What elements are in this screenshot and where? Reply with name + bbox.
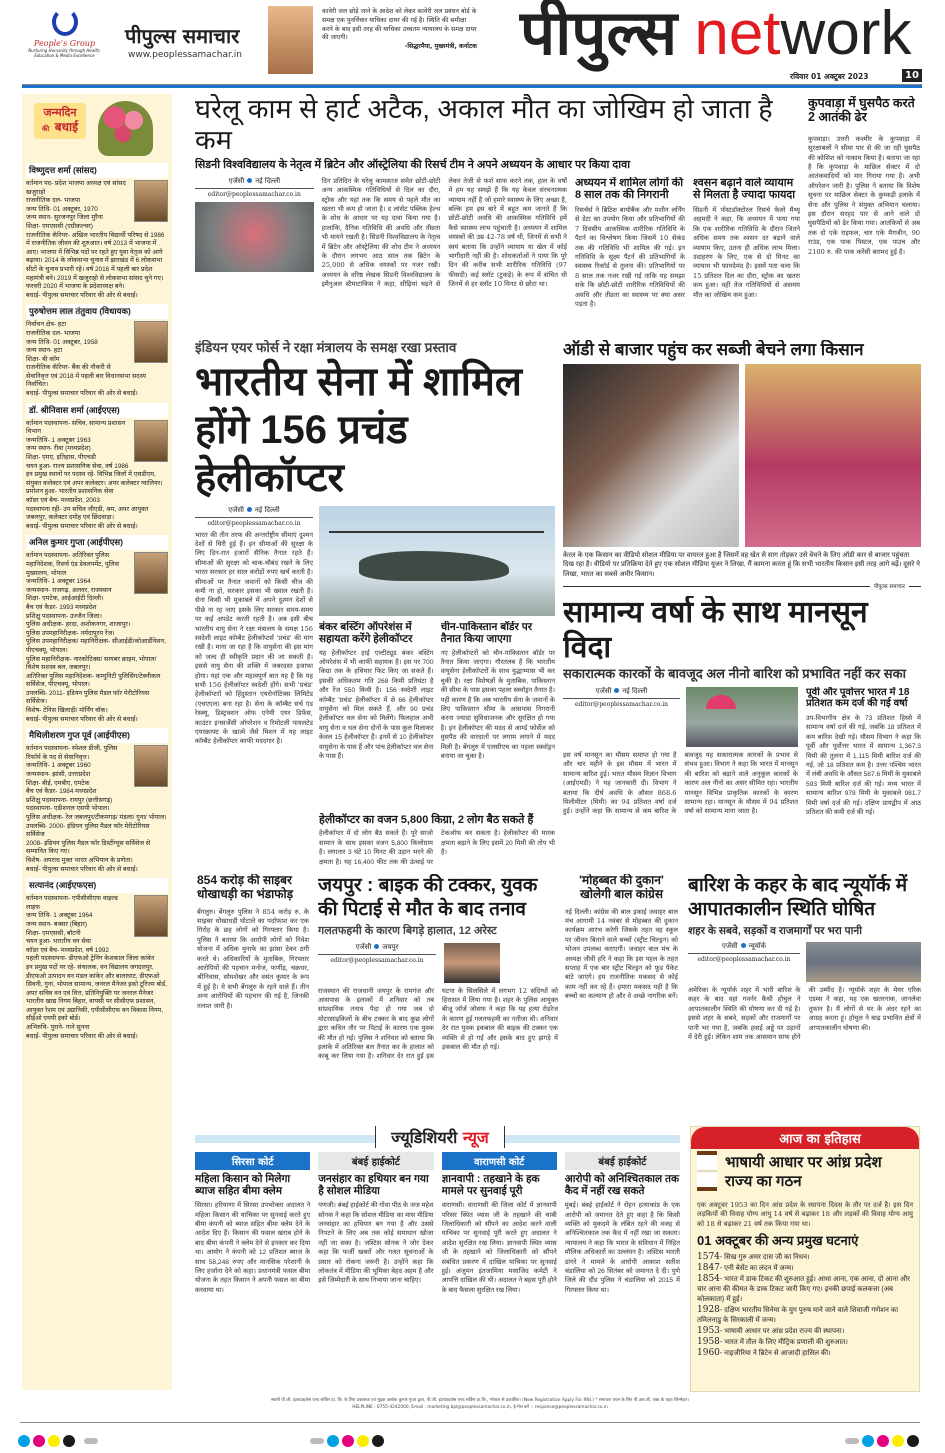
monsoon-story (563, 596, 921, 866)
court-label: सिरसा कोर्ट (195, 1152, 310, 1170)
person-detail-line: जन्मतिथि- 1 अक्टूबर 1964 (26, 578, 91, 586)
heart-main (195, 177, 567, 334)
birthday-banner (26, 97, 168, 159)
person-detail-line: पुलिस अधीक्षक- हरदा, अशोकनगर, शाजापुर। (26, 621, 131, 629)
birthday-person (26, 163, 168, 300)
person-detail-line: जन्म तिथि- 01 अक्टूबर, 1970 (26, 205, 98, 213)
helicopter-sidebar-2: चीन-पाकिस्तान बॉर्डर पर तैनात किया जाएगा नए हेलीकॉप्टरों को चीन-पाकिस्तान बॉर्डर पर तैनात किया जाएगा। गौरतलब है कि भारतीय वायुसेना हेलीकॉप्टरों के साथ युद्धाभ्यास भी कर चुकी है। रक्षा विशेषज्ञों के मुताबिक, पाकिस्तान की सीमा के पास इसका पहला स्क्वॉड्रन तैनात है। यही कारण है कि अब भारतीय सेना के जवानों के लिए पाकिस्तान सीमा के आसपास निगरानी करना ज्यादा सुविधाजनक और सुरक्षित हो गया है। इन हेलीकॉप्टर की मदद से आर्म्ड फोर्सेज को घुसपैठ की वारदातों पर लगाम लगाने में मदद मिली है। बेंगलुरु में एलसीएच का पहला स्क्वॉड्रन बनाया जा चुका है। (440, 620, 555, 761)
rotor-blade-icon (329, 531, 544, 533)
person-detail-line: प्रशिक्षु पदस्थापना- रायपुर (छत्तीसगढ़) (26, 796, 113, 804)
monsoon-byline: एजेंसी नई दिल्ली editor@peoplessamachar.co.in (563, 687, 680, 747)
person-detail-line: पुलिस अधीक्षक- रेल जबलपुर/टीकमगढ़/ मंडला/ गुना/ भोपाल। (26, 814, 167, 821)
judiciary-headline: ज्ञानवापी : तहखाने के हक मामले पर सुनवाई पूरी (441, 1173, 540, 1198)
person-name: विष्णुदत्त शर्मा (सांसद) (26, 163, 168, 178)
history-event (697, 1263, 913, 1274)
audi-photo-1 (563, 364, 739, 547)
history-box: आज का इतिहास भाषायी आधार पर आंध्र प्रदेश राज्य का गठन एक अक्टूबर 1953 का दिन आंध्र प्रदेश के स्थापना दिवस के तौर पर दर्ज है। इस दिन लड़कियों की विवाह योग्य आयु 14 वर्ष से बढ़ाकर 18 और लड़कों की विवाह योग्य आयु को 18 से बढ़ाकर 21 वर्ष तक किया गया था। 01 अक्टूबर की अन्य प्रमुख घटनाएं 1574- सिख गुरु अमर दास जी का निधन। 1847- एनी बेसेंट का लंदन में जन्म। 1854- भारत में डाक टिकट की शुरुआत हुई। आधा आना, एक आना, दो आना और चार आना की कीमत के डाक टिकट जारी किए गए। इनकी छपाई कलकत्ता (अब कोलकाता) में हुई। 1928- दक्षिण भारतीय सिनेमा के युग पुरुष माने जाने वाले शिवाजी गणेशन का तमिलनाडु के सिरकाली में जन्म। 1953- भाषायी आधार पर आंध्र प्रदेश राज्य की स्थापना। 1958- भारत में तौल के लिए मीट्रिक प्रणाली की शुरुआत। 1960- नाइजीरिया ने ब्रिटेन से आजादी हासिल की। (690, 1126, 920, 1392)
judiciary-headline: आरोपी को अनिश्चितकाल तक कैद में नहीं रख सकते (564, 1173, 680, 1198)
person-photo (134, 321, 168, 363)
history-event (697, 1326, 913, 1337)
header-rule (22, 84, 922, 88)
judiciary-body: सिरसा। हरियाणा में सिरसा उपभोक्ता अदालत ने महिला किसान की याचिका पर सुनवाई करते हुए बीमा कंपनी को ब्याज सहित बीमा क्लेम देने के आदेश दिए हैं। किसान की फसल खराब होने के बाद बीमा कंपनी ने क्लेम देने से इनकार कर दिया था। आयोग ने कंपनी को 12 प्रतिशत ब्याज के साथ 58,248 रुपए और मानसिक परेशानी के लिए हर्जाना देने को कहा। प्रधानमंत्री फसल बीमा योजना के तहत किसान ने अपनी फसल का बीमा करवाया था। (195, 1202, 311, 1294)
birthday-person (26, 403, 168, 532)
helicopter-sidebar-3: हेलीकॉप्टर का वजन 5,800 किग्रा, 2 लोग बैठ सकते हैं हेलीकॉप्टर में दो लोग बैठ सकते हैं। पूरे साजो सामान के साथ इसका वजन 5,800 किलोग्राम है। लगातार 3 घंटे 10 मिनट की उड़ान भरने की क्षमता है। यह 16,400 फीट तक की ऊंचाई पर टेकऑफ कर सकता है। हेलीकॉप्टर की मारक क्षमता बढ़ाने के लिए इसमें 20 मिमी की तोप भी है। (319, 813, 555, 866)
quote-author-photo (268, 6, 313, 74)
judiciary-body: पणजी। बंबई हाईकोर्ट की गोवा पीठ के जज महेश सोनक ने कहा कि सोशल मीडिया का मास मीडिया जनसंहार का हथियार बन गया है और उससे निपटने के लिए अब तक कोई समाधान खोजा नहीं जा सका है। जस्टिस सोनक ने जोर देकर कहा कि फर्जी खबरों और गलत सूचनाओं के प्रसार को रोकना जरूरी है। उन्होंने कहा कि लोकतंत्र में मीडिया की भूमिका बेहद अहम है और इसे जिम्मेदारी के साथ निभाया जाना चाहिए। (318, 1202, 434, 1285)
person-detail-line: चयन हुआ- भारतीय वन सेवा (26, 938, 91, 946)
paper-logo: पीपुल्स समाचार (125, 24, 240, 48)
judiciary-headline: जनसंहार का हथियार बन गया है सोशल मीडिया (318, 1173, 429, 1198)
event-year: 1953 (697, 1326, 720, 1337)
history-event (697, 1305, 913, 1326)
person-detail-line: राजनीतिक दल- भाजपा (26, 197, 80, 205)
event-text: - भारत में तौल के लिए मीट्रिक प्रणाली की शुरुआत। (719, 1339, 848, 1347)
helicopter-photo (319, 506, 555, 616)
audi-credit-row (563, 582, 921, 590)
helicopter-byline: एजेंसी नई दिल्ली editor@peoplessamachar.co.in (195, 506, 313, 527)
person-detail-line: जन्म स्थान- सुरजनपुर जिला मुरैना (26, 214, 103, 222)
kupwara-story: कुपवाड़ा में घुसपैठ करते 2 आतंकी ढेर कुपवाड़ा। उत्तरी कश्मीर के कुपवाड़ा में सुरक्षाबलों ने सीमा पार से की जा रही घुसपैठ की कोशिश को नाकाम किया है। बताया जा रहा है कि कुपवाड़ा के माछिल सेक्टर में दो आतंकवादियों को मार गिराया गया है। अभी ऑपरेशन जारी है। पुलिस ने बताया कि विशेष सूचना पर माछिल सेक्टर के कुम्कड़ी इलाके में सेना और पुलिस ने संयुक्त अभियान चलाया। इस दौरान सरहद पार से आने वाले दो घुसपैठियों को ढेर किया गया। आतंकियों से अब तक दो एके राइफल, चार एके मैगजीन, 90 राउंड, एक पाक पिस्टल, एक पाउच और 2100 रु. की पाक करेंसी बरामद हुई है। (808, 96, 920, 256)
event-text: - भारत में डाक टिकट की शुरुआत हुई। आधा आना, एक आना, दो आना और चार आना की कीमत के डाक टिकट जारी किए गए। इनकी छपाई कलकत्ता (अब कोलकाता) में हुई। (697, 1276, 911, 1304)
heart-subhead: सिडनी विश्वविद्यालय के नेतृत्व में ब्रिटेन और ऑस्ट्रेलिया की रिसर्च टीम ने अपने अध्ययन के आधार पर किया दावा (195, 159, 631, 172)
newyork-email[interactable]: editor@peoplessamachar.co.in (697, 956, 791, 964)
helicopter-body: भारत की तीन तरफ की अन्तर्राष्ट्रीय सीमाएं दुश्मन देशों से घिरी हुई हैं। इन सीमाओं की सुरक्षा के लिए दिन-रात हजारों सैनिक तैनात रहते हैं। सीमाओं की सुरक्षा को चाक-चौबंद रखने के लिए भारत सरकार हर साल करोड़ों रुपए खर्च करती है। सीमाओं पर तैनात जवानों को किसी चीज की कमी ना हो, सरकार इसका भी ख्याल रखती है। सेना किसी भी मुकाबले में अपने दुश्मन देशों से पीछे ना रह जाए इसके लिए सरकार समय-समय पर कई अपडेट करती रहती है। अब इसी बीच भारतीय वायु सेना ने रक्षा मंत्रालय के समक्ष 156 स्वदेशी लाइट कॉम्बैट हेलीकॉप्टर्स 'प्रचंड' की मांग रखी है। माना जा रहा है कि वायुसेना की इस मांग को जल्द ही स्वीकृति प्रदान की जा सकती है। इससे वायु सेना की शक्ति में जबरदस्त इजाफा होगा। यहां एक और महत्वपूर्ण बात यह है कि यह सभी 156 हेलीकॉप्टर स्वदेशी होंगे। सभी 'प्रचंड' हेलीकॉप्टरों को हिंदुस्तान एयरोनॉटिक्स लिमिटेड (एचएएल) बना रहा है। सेना के कॉम्बैट सर्च एंड रेस्क्यू, डिस्ट्रक्शन ऑफ एनेमी एयर डिफेंस, काउंटर इनसर्जेंसी ऑपरेशन व रिमोटली पायलटेड एयरक्राफ्ट के खात्मे जैसे मिशन में यह लाइट कॉम्बैट हेलीकॉप्टर काफी मददगार है। (195, 530, 313, 746)
birthday-person (26, 304, 168, 398)
person-detail-line: जन्म स्थान- रीवा (मध्यप्रदेश) (26, 445, 91, 453)
event-year: 1847 (697, 1263, 720, 1274)
event-text: - एनी बेसेंट का लंदन में जन्म। (719, 1265, 794, 1273)
judiciary-item (318, 1152, 433, 1390)
person-detail-line: राजनीतिक कॅरियर- अखिल भारतीय विद्यार्थी परिषद से 1986 में राजनीतिक जीवन की शुरुआत। वर्ष 2013 में भाजपा में आए। भाजपा में विभिन्न पदों पर रहते हुए युवा नेतृत्व को आगे बढ़ाया। 2014 के लोकसभा चुनाव में झारखंड में 6 लोकसभा सीटों के चुनाव प्रभारी रहे। वर्ष 2016 में पहली बार प्रदेश महामंत्री बने। 2019 में खजुराहो से लोकसभा सांसद चुने गए। फरवरी 2020 में भाजपा के प्रदेशाध्यक्ष बने। (26, 231, 165, 291)
newyork-flood-photo (806, 942, 921, 982)
birthday-people-list (26, 163, 168, 1041)
person-detail-line: पुलिस उपमहानिरीक्षक- नर्मदापुरम रेंज। (26, 629, 115, 637)
person-detail-line: बधाई- पीपुल्स समाचार परिवार की ओर से बधाई। (26, 291, 138, 299)
audi-credit: पीपुल्स समाचार (873, 584, 905, 590)
person-detail-line: चयन हुआ- राज्य प्रशासनिक सेवा, वर्ष 1986 (26, 462, 129, 470)
jaipur-email[interactable]: editor@peoplessamachar.co.in (330, 956, 424, 964)
person-detail-line: पहली पदस्थापना- डीएफओ ट्रेनिंग केशकाल जिला कांकेर (26, 955, 155, 963)
event-year: 1960 (697, 1348, 720, 1359)
person-detail-line: वर्तमान पदस्थापना- अतिरिक्त पुलिस महानिदेशक, रिसर्च एंड डेवलपमेंट, पुलिस मुख्यालय, भोपाल (26, 552, 119, 577)
judiciary-section (195, 1126, 680, 1391)
audi-story (563, 340, 921, 590)
person-detail-line: जन्म स्थान- हटा (26, 347, 63, 355)
history-event (697, 1274, 913, 1305)
logo-ring-icon (52, 8, 78, 36)
monsoon-sidebar: पूर्वी और पूर्वोत्तर भारत में 18 प्रतिशत कम दर्ज की गई वर्षा उप-विभागीय क्षेत्र के 73 प्रतिशत हिस्से में सामान्य वर्षा दर्ज की गई, जबकि 18 प्रतिशत में कम बारिश देखी गई। मौसम विभाग ने कहा कि पूर्वी और पूर्वोत्तर भारत में सामान्य 1,367.3 मिमी की तुलना में 1,115 मिमी बारिश दर्ज की गई, जो 18 प्रतिशत कम है। उत्तर पश्चिम भारत में लंबी अवधि के औसत 587.6 मिमी के मुकाबले 593 मिमी बारिश दर्ज की गई। मध्य भारत में सामान्य बारिश 978 मिमी के मुकाबले 981.7 मिमी वर्षा दर्ज की गई। दक्षिण प्रायद्वीप में आठ प्रतिशत की कमी दर्ज की गई। (806, 686, 921, 816)
monsoon-subhead: सकारात्मक कारकों के बावजूद अल नीनो बारिश को प्रभावित नहीं कर सका (563, 666, 906, 681)
peoples-group-logo: People's Group Nurturing Humanity through Health, Education & Media Excellence (22, 8, 107, 58)
event-text: - दक्षिण भारतीय सिनेमा के युग पुरुष माने जाने वाले शिवाजी गणेशन का तमिलनाडु के सिरकाली में जन्म। (697, 1307, 899, 1325)
person-detail-line: राजनीतिक कॅरियर- बैंक की नौकरी से सेवानिवृत्त एवं 2018 में पहली बार विधानसभा सदस्य निर्वाचित। (26, 364, 146, 389)
court-label: बंबई हाईकोर्ट (318, 1152, 433, 1170)
footer-rule (20, 1422, 920, 1423)
history-events (697, 1252, 913, 1359)
person-photo (134, 180, 168, 222)
judiciary-item (195, 1152, 310, 1390)
person-detail-line: जन्मतिथि- 1 अक्टूबर 1963 (26, 436, 91, 444)
court-label: वाराणसी कोर्ट (442, 1152, 557, 1170)
history-event (697, 1337, 913, 1348)
monsoon-body: इस वर्ष मानसून का मौसम समाप्त हो गया है और चार महीने के इस मौसम में भारत में सामान्य बारिश हुई। भारत मौसम विज्ञान विभाग (आईएमडी) ने यह जानकारी दी। विभाग ने बताया कि दीर्घ अवधि के औसत 868.6 मिलीमीटर (मिमी) का 94 प्रतिशत वर्षा दर्ज हुई। उन्होंने कहा कि सामान्य से कम बारिश के बावजूद यह सकारात्मक कारकों के प्रभाव से संभव हुआ। विभाग ने कहा कि भारत में मानसून की बारिश को बढ़ाने वाले अनुकूल कारकों के कारण अल नीनो का असर सीमित रहा। भारतीय मानसून विभिन्न प्राकृतिक कारकों के कारण सामान्य रहा। मानसून के मौसम में 94 प्रतिशत वर्षा को सामान्य माना जाता है। (563, 750, 798, 816)
person-detail-line: बधाई- पीपुल्स समाचार परिवार की ओर से बधाई। (26, 715, 138, 723)
judiciary-body: वाराणसी। वाराणसी की जिला कोर्ट में ज्ञानवापी परिसर स्थित व्यास जी के तहखाने की चाबी जिलाधिकारी को सौंपने का आदेश करने वाली याचिका पर सुनवाई पूरी करते हुए अदालत ने आदेश सुरक्षित रख लिया। ज्ञानवापी स्थित व्यास जी के तहखाने को जिलाधिकारी को सौंपने संबंधित प्रकरण में दाखिल याचिका पर सुनवाई हुई। अंजुमन इंतजामिया मसाजिद कमेटी ने आपत्ति दाखिल की थी। अदालत ने बहस पूरी होने के बाद फैसला सुरक्षित रख लिया। (441, 1202, 557, 1294)
person-detail-line: पदस्थापना- एडीशनल एसपी भोपाल। (26, 805, 110, 813)
website-link[interactable]: www.peoplessamachar.in (128, 50, 242, 60)
birthday-person (26, 728, 168, 874)
person-detail-line: वर्तमान पदस्थापना- स्पेशल डीजी, पुलिस रिफॉर्म के पद से सेवानिवृत्त। (26, 745, 118, 761)
person-photo (134, 745, 168, 787)
person-detail-line: उपलब्धि- 2011- इंडियन पुलिस मैडल फॉर मेरीटोरियस सर्विसेज। (26, 689, 150, 706)
audi-photos (563, 364, 921, 547)
event-text: - नाइजीरिया ने ब्रिटेन से आजादी हासिल की। (719, 1350, 831, 1358)
event-text: - भाषायी आधार पर आंध्र प्रदेश राज्य की स्थापना। (719, 1328, 845, 1336)
helicopter-content-row (195, 506, 555, 867)
person-detail-line: वर्तमान पद- प्रदेश भाजपा अध्यक्ष एवं सांसद खजुराहो (26, 180, 126, 196)
event-year: 1928 (697, 1305, 720, 1316)
monsoon-main (563, 687, 798, 866)
person-detail-line: जन्मस्थान- राजगढ़, अलवर, राजस्थान (26, 586, 112, 594)
person-detail-line: इन प्रमुख पदों पर रहे- संचालक, वन विद्यालय जगदलपुर, डीएफओ उत्पादन वन मंडल कांकेर और बालाघाट, डीएफओ सिवनी, गुना, भोपाल सामान्य, जनरल मैनेजर इको टूरिज्म बोर्ड, अपर सचिव वन एवं वित्त, प्रतिनियुक्ति पर जनरल मैनेजर भारतीय खाद्य निगम बिहार, वापसी पर सीसीएफ प्रशासन, आयुक्त रेशम एवं उद्यानिकी, एपीसीसीएफ वन विकास निगम, सीईओ एमपी इको बोर्ड। (26, 963, 167, 1023)
event-year: 1574 (697, 1252, 720, 1263)
person-detail-line: निर्वाचन क्षेत्र- हटा (26, 321, 67, 329)
person-detail-line: जन्म तिथि- 01 अक्टूबर, 1958 (26, 338, 98, 346)
heart-content-row (195, 177, 800, 334)
person-name: अनिल कुमार गुप्ता (आईपीएस) (26, 535, 168, 550)
person-name: पुरुषोत्तम लाल तंतुवाय (विधायक) (26, 304, 168, 319)
helicopter-sidebar-1: बंकर बस्टिंग ऑपरेशंस में सहायता करेंगे हेलीकॉप्टर यह हेलीकॉप्टर हाई एल्टीट्यूड बंकर बस्टिंग ऑपरेशंस में भी काफी सहायक है। इस पर 700 किग्रा तक के हथियार फिट किए जा सकते हैं। इसकी अधिकतम गति 268 किमी प्रतिघंटा है और रेंज 550 किमी है। 156 स्वदेशी लाइट कॉम्बैट 'प्रचंड' हेलीकॉप्टर में से 66 हेलीकॉप्टर वायुसेना को मिल सकते हैं, और 90 प्रचंड हेलीकॉप्टर थल सेना को मिलेंगे। फिलहाल अभी वायु सेना व थल सेना दोनों के पास कुल मिलाकर केवल 15 हेलीकॉप्टर हैं। इनमें से 10 हेलीकॉप्टर वायुसेना के पास हैं और पांच हेलीकॉप्टर थल सेना के पास हैं। (319, 620, 434, 761)
history-event (697, 1348, 913, 1359)
helicopter-story: इंडियन एयर फोर्स ने रक्षा मंत्रालय के समक्ष रखा प्रस्ताव भारतीय सेना में शामिल होंगे 156 प्रचंड हेलीकॉप्टर एजेंसी नई दिल्ली editor@peoplessamachar.co.in भारत की तीन तरफ की अन्तर्राष्ट्रीय सीमाएं दुश्मन देशों से घिरी हुई हैं। इन सीमाओं की सुरक्षा के लिए दिन-रात हजारों सैनिक तैनात रहते हैं। सीमाओं की सुरक्षा को चाक-चौबंद रखने के लिए भारत सरकार हर साल करोड़ों रुपए खर्च करती है। सीमाओं पर तैनात जवानों को किसी चीज की कमी ना हो, सरकार इसका भी ख्याल रखती है। सेना किसी भी मुकाबले में अपने दुश्मन देशों से पीछे ना रह जाए इसके लिए सरकार समय-समय पर कई अपडेट करती रहती है। अब इसी बीच भारतीय वायु सेना ने रक्षा मंत्रालय के समक्ष 156 स्वदेशी लाइट कॉम्बैट हेलीकॉप्टर्स 'प्रचंड' की मांग रखी है। माना जा रहा है कि वायुसेना की इस मांग को जल्द ही स्वीकृति प्रदान की जा सकती है। इससे वायु सेना की शक्ति में जबरदस्त इजाफा होगा। यहां एक और महत्वपूर्ण बात यह है कि यह सभी 156 हेलीकॉप्टर स्वदेशी होंगे। सभी 'प्रचंड' हेलीकॉप्टरों को हिंदुस्तान एयरोनॉटिक्स लिमिटेड (एचएएल) बना रहा है। सेना के कॉम्बैट सर्च एंड रेस्क्यू, डिस्ट्रक्शन ऑफ एनेमी एयर डिफेंस, काउंटर इनसर्जेंसी ऑपरेशन व रिमोटली पायलटेड एयरक्राफ्ट के खात्मे जैसे मिशन में यह लाइट कॉम्बैट हेलीकॉप्टर काफी मददगार है। बंकर बस्टिंग ऑपरेशंस में सहायता करेंगे हेलीकॉप्टर यह हेलीकॉप्टर हाई एल्टीट्यूड बंकर बस्टिंग ऑपरेशंस में भी काफी सहायक है। इस पर 700 किग्रा तक के हथियार फिट किए जा सकते हैं। इसकी अधिकतम गति 268 किमी प्रतिघंटा है और रेंज 550 किमी है। 156 स्वदेशी लाइट कॉम्बैट 'प्रचंड' हेलीकॉप्टर में से 66 हेलीकॉप्टर वायुसेना को मिल सकते हैं, और 90 प्रचंड हेलीकॉप्टर थल सेना को मिलेंगे। फिलहाल अभी वायु सेना व थल सेना दोनों के पास कुल मिलाकर केवल 15 हेलीकॉप्टर हैं। इनमें से 10 हेलीकॉप्टर वायुसेना के पास हैं और पांच हेलीकॉप्टर थल सेना के पास हैं। चीन-पाकिस्तान बॉर्डर पर तैनात किया जाएगा नए हेलीकॉप्टरों को चीन-पाकिस्तान बॉर्डर पर तैनात किया जाएगा। गौरतलब है कि भारतीय वायुसेना हेलीकॉप्टरों के साथ युद्धाभ्यास भी कर चुकी है। रक्षा विशेषज्ञों के मुताबिक, पाकिस्तान की सीमा के पास इसका पहला स्क्वॉड्रन तैनात है। यही कारण है कि अब भारतीय सेना के जवानों के लिए पाकिस्तान सीमा के आसपास निगरानी करना ज्यादा सुविधाजनक और सुरक्षित हो गया है। इन हेलीकॉप्टर की मदद से आर्म्ड फोर्सेज को घुसपैठ की वारदातों पर लगाम लगाने में मदद मिली है। बेंगलुरु में एलसीएच का पहला स्क्वॉड्रन बनाया जा चुका है। हेलीकॉप्टर का वजन 5,800 किग्रा, 2 लोग बैठ सकते हैं हेलीकॉप्टर में दो लोग बैठ सकते हैं। पूरे साजो सामान के साथ इसका वजन 5,800 किलोग्राम है। लगातार 3 घंटे 10 मिनट की उड़ान भरने की क्षमता है। यह 16,400 फीट तक की ऊंचाई पर टेकऑफ कर सकता है। हेलीकॉप्टर की मारक क्षमता बढ़ाने के लिए इसमें 20 मिमी की तोप भी है। (195, 340, 555, 866)
person-detail-line: 2008- इंडियन पुलिस मैडल फॉर डिस्टींग्यूस सर्विसेज से सम्मानित किए गए। (26, 839, 151, 856)
court-label: बंबई हाईकोर्ट (565, 1152, 680, 1170)
page-number: 10 (902, 69, 922, 82)
person-detail-line: पुलिस उपमहानिरीक्षक/ महानिरीक्षक- सीआईडी/कोआर्डीनेशन, पीएचक्यू, भोपाल। (26, 638, 166, 654)
person-detail-line: जन्म स्थान- बक्सर (बिहार) (26, 920, 87, 928)
person-detail-line: बैच एवं कैडर- 1993 मध्यप्रदेश (26, 603, 97, 611)
person-detail-line: इन प्रमुख स्थानों पर पदस्थ रहे- विभिन्न जिलों में एसडीएम, संयुक्त कलेक्टर एवं अपर कलेक्टर। अपर कलेक्टर ग्वालियर। (26, 471, 163, 487)
event-year: 1854 (697, 1274, 720, 1285)
header (0, 0, 945, 90)
monsoon-headline: सामान्य वर्षा के साथ मानसून विदा (563, 596, 868, 664)
footer-imprint: स्वामी पी.जी. इंटरप्राइजेस एण्ड सर्विस प्रा. लि. के लिए प्रकाशक एवं मुद्रक अशोक कुमार गुप्ता द्वारा, पी.जी. इंटरप्राइजेस एण्ड सर्विस प्रा.लि., भोपाल से प्रकाशित। (New Registration Apply For RNI.) * समाचार चयन के लिए पी.आर.बी. एक्ट के तहत जिम्मेदार। HELPLINE : 0755-4242000, Email : marketing.bpl@peoplessamachar.co.in, ई-मेल करें :- response@peoplessamachar.co.in (271, 1398, 689, 1410)
helicopter-email[interactable]: editor@peoplessamachar.co.in (207, 519, 301, 527)
heart-sidebar-2: श्वसन बढ़ाने वाले व्यायाम से मिलता है ज्यादा फायदा सिडनी में पोस्टडॉक्टोरल रिसर्च फेलो मैथ्यू अहमदी ने कहा, कि अध्ययन में पाया गया कि एक शारीरिक गतिविधि के दौरान जितने अधिक समय तक श्वसन दर बढ़ाने वाले व्यायाम किए, उतना ही अधिक लाभ मिला। उदाहरण के लिए, एक से दो मिनट का व्यायाम भी फायदेमंद है। इसमें पता चला कि 15 प्रतिशत दिल का दौरा, स्ट्रोक का खतरा कम हुआ। वहीं तेज गतिविधियों से असमय मौत का जोखिम कम हुआ। (693, 176, 800, 299)
heart-byline: एजेंसी नई दिल्ली editor@peoplessamachar.co.in (195, 177, 314, 198)
person-detail-line: शिक्षा- एमएससी (एग्रीकल्चर) (26, 222, 93, 230)
umbrella-icon (706, 695, 736, 709)
person-name: मैथिलीशरण गुप्त पूर्व (आईपीएस) (26, 728, 168, 743)
person-detail-line: प्रशिक्षु पदस्थापना- उज्जैन जिला। (26, 612, 102, 620)
newyork-body: अमेरिका के न्यूयॉर्क शहर में भारी बारिश के कहर के बाद वहां गवर्नर कैथी होचुल ने आपातकालीन स्थिति की घोषणा कर दी गई है। इससे शहर के सबवे, सड़कों और राजमार्गों पर पानी भर गया है, जबकि हवाई अड्डे पर उड़ानों में देरी हुई। लेकिन शाम तक आसमान साफ होने की उम्मीद है। न्यूयॉर्क शहर के मेयर एरिक एडम्स ने कहा, यह एक खतरनाक, जानलेवा तूफान है। मैं लोगों से घर के अंदर रहने का आग्रह करता हूं। होचुल ने बाढ़ प्रभावित क्षेत्रों में आपातकालीन घोषणा की। (688, 986, 921, 1042)
person-detail-line: जन्म तिथि- 1 अक्टूबर 1964 (26, 912, 93, 920)
jaipur-story: जयपुर : बाइक की टक्कर, युवक की पिटाई से मौत के बाद तनाव गलतफहमी के कारण बिगड़े हालात, 12 अरेस्ट एजेंसी जयपुर editor@peoplessamachar.co.in राजस्थान की राजधानी जयपुर के रामगंज और आसपास के इलाकों में शनिवार को तब सांप्रदायिक तनाव पैदा हो गया जब दो मोटरसाइकिलों के बीच टक्कर के बाद कुछ लोगों द्वारा कथित तौर पर पिटाई के कारण एक युवक की मौत हो गई। पुलिस ने शनिवार को बताया कि इलाके में अतिरिक्त बल तैनात कर के हालात को काबू कर लिया गया है। शनिवार देर रात हुई इस घटना के सिलसिले में लगभग 12 संदिग्धों को हिरासत में लिया गया है। शहर के पुलिस आयुक्त बीजू जॉर्ज जोसफ ने कहा कि यह हत्या रोडरेज के कारण हुई गलतफहमी का नतीजा थी। शनिवार देर रात युवक इकबाल की बाइक की टक्कर एक व्यक्ति से हो गई और इसके बाद हुए झगड़े में इकबाल की मौत हो गई। (318, 874, 558, 1118)
person-detail-line: शिक्षा- एमए, इतिहास, पीएचडी (26, 454, 96, 462)
cmyk-registration-marks-left (18, 1432, 101, 1451)
judiciary-item (565, 1152, 680, 1390)
heart-photo (195, 202, 314, 272)
person-name: सत्यानंद (आईएफएस) (26, 878, 168, 893)
newyork-top-row (688, 942, 921, 982)
person-detail-line: बधाई- पीपुल्स समाचार परिवार की ओर से बधाई। (26, 390, 138, 398)
person-detail-line: वर्तमान पदस्थापना- एपीसीसीएफ वाइल्ड लाइफ (26, 895, 118, 911)
person-detail-line: उपलब्धि- 2000- इंडियन पुलिस मैडल फॉर मेरीटोरियस सर्विसेज (26, 822, 150, 839)
judiciary-item (442, 1152, 557, 1390)
judiciary-headline: महिला किसान को मिलेगा ब्याज सहित बीमा क्लेम (195, 1173, 291, 1198)
monsoon-top-row (563, 687, 798, 747)
helicopter-right-col (319, 506, 555, 867)
cyber-story: 854 करोड़ की साइबर धोखाधड़ी का भंडाफोड़ बेंगलुरु। बेंगलुरु पुलिस ने 854 करोड़ रु. के साइबर धोखाधड़ी घोटाले का पर्दाफाश कर एक गिरोह के छह लोगों को गिरफ्तार किया है। पुलिस ने बताया कि आरोपी लोगों को निवेश योजना में अधिक मुनाफे का झांसा देकर ठगी करते थे। अधिकारियों के मुताबिक, गिरफ्तार आरोपियों की पहचान मनोज, फणींद्र, चक्रधर, श्रीनिवास, सोमशेखर और वसंत कुमार के रूप में हुई है। ये सभी बेंगलुरु के रहने वाले हैं। तीन अन्य आरोपियों की पहचान की गई है, जिनकी तलाश जारी है। (197, 874, 309, 1010)
issue-date: रविवार 01 अक्टूबर 2023 (790, 72, 869, 81)
jaipur-top-row (318, 943, 558, 983)
birthday-person (26, 878, 168, 1041)
person-detail-line: कॉडर एवं बैच- मध्यप्रदेश, 2003 (26, 497, 100, 504)
monsoon-content-row (563, 687, 921, 866)
monsoon-photo (686, 687, 798, 747)
person-detail-line: पदस्थापना रही- उप सचिव जीएडी, श्रम, अपर आयुक्त जबलपुर, कलेक्टर दमोह एवं छिंदवाड़ा। (26, 505, 149, 522)
person-detail-line: कॉडर एवं बैच- मध्यप्रदेश, वर्ष 1992 (26, 946, 109, 954)
masthead: पीपुल्स network (520, 0, 912, 68)
hourglass-icon (697, 1151, 717, 1191)
jaipur-victim-photo (444, 943, 500, 983)
audi-headline: ऑडी से बाजार पहुंच कर सब्जी बेचने लगा किसान (563, 340, 864, 359)
person-detail-line: शिक्षा- बी कॉम (26, 355, 60, 363)
judiciary-body: मुंबई। बंबई हाईकोर्ट ने रोहन हत्याकांड के एक आरोपी को जमानत देते हुए कहा है कि किसी व्यक्ति को मुकदमे के लंबित रहने की वजह से अनिश्चितकाल तक कैद में नहीं रखा जा सकता। न्यायालय ने कहा कि भारत के संविधान में निहित मौलिक अधिकारों का उल्लंघन है। जस्टिस भारती डांगरे ने मामले के आरोपी आकाश सतीश चंडालिया को 26 सितंबर को जमानत दे दी। पुणे जिले की दौंड पुलिस ने चंडालिया को 2015 में गिरफ्तार किया था। (564, 1202, 680, 1294)
history-event (697, 1252, 913, 1263)
person-photo (134, 420, 168, 462)
heart-headline: घरेलू काम से हार्ट अटैक, अकाल मौत का जोखिम हो जाता है कम (195, 94, 773, 156)
birthday-column (22, 94, 172, 1390)
audi-rule-end (909, 586, 921, 587)
person-name: डॉ. श्रीनिवास शर्मा (आईएएस) (26, 403, 168, 418)
audi-caption: केरल के एक किसान का वीडियो सोशल मीडिया पर वायरल हुआ है जिसमें वह खेत से साग तोड़कर उसे बेचने के लिए ऑडी कार से बाजार पहुंचता दिख रहा है। वीडियो पर प्रतिक्रिया देते हुए एक सोशल मीडिया यूजर ने लिखा, मैं कामना करता हूं कि सभी भारतीय किसान इसी तरह आगे बढ़ें। दूसरे ने लिखा, भारत का सबसे अमीर किसान। (563, 551, 920, 578)
person-detail-line: शिक्षा- एमटेक, आईआईटी दिल्ली। (26, 595, 104, 603)
audi-photo-2 (745, 364, 921, 547)
event-year: 1958 (697, 1337, 720, 1348)
audi-rule (563, 586, 870, 587)
jaipur-body: राजस्थान की राजधानी जयपुर के रामगंज और आसपास के इलाकों में शनिवार को तब सांप्रदायिक तनाव पैदा हो गया जब दो मोटरसाइकिलों के बीच टक्कर के बाद कुछ लोगों द्वारा कथित तौर पर पिटाई के कारण एक युवक की मौत हो गई। पुलिस ने शनिवार को बताया कि इलाके में अतिरिक्त बल तैनात कर के हालात को काबू कर लिया गया है। शनिवार देर रात हुई इस घटना के सिलसिले में लगभग 12 संदिग्धों को हिरासत में लिया गया है। शहर के पुलिस आयुक्त बीजू जॉर्ज जोसफ ने कहा कि यह हत्या रोडरेज के कारण हुई गलतफहमी का नतीजा थी। शनिवार देर रात युवक इकबाल की बाइक की टक्कर एक व्यक्ति से हो गई और इसके बाद हुए झगड़े में इकबाल की मौत हो गई। (318, 986, 558, 1061)
person-detail-line: प्रमोशन हुआ- भारतीय प्रशासनिक सेवा (26, 488, 114, 496)
person-detail-line: पुलिस महानिरीक्षक- नारकोटिक्स/ सायबर क्राइम, भोपाल/ विशेष सशस्त्र बल, जबलपुर। (26, 655, 157, 672)
judiciary-title: ज्यूडिशियरी न्यूज (375, 1126, 505, 1148)
person-detail-line: जन्मतिथि- 1 अक्टूबर 1960 (26, 762, 91, 770)
birthday-person (26, 535, 168, 724)
event-text: - सिख गुरु अमर दास जी का निधन। (719, 1254, 810, 1262)
cmyk-registration-marks-center (310, 1432, 387, 1451)
person-photo (134, 895, 168, 937)
person-detail-line: बैच एवं कैडर- 1984 मध्यप्रदेश (26, 788, 97, 796)
flower-basket-icon (98, 101, 153, 156)
jaipur-byline: एजेंसी जयपुर editor@peoplessamachar.co.in (318, 943, 436, 983)
history-banner: आज का इतिहास (691, 1127, 919, 1149)
heart-body: दिन प्रतिदिन के घरेलू कामकाज समेत छोटी-छोटी अन्य आकस्मिक गतिविधियों से दिल का दौरा, स्ट्रोक और यहां तक कि समय से पहले मौत का खतरा भी कम हो जाता है। द लांसेट पब्लिक हेल्थ के शोध के आधार पर यह दावा किया गया है। हालांकि, दैनिक गतिविधि की अवधि और तीव्रता भी मायने रखती है। सिडनी विश्वविद्यालय के नेतृत्व में ब्रिटेन और ऑस्ट्रेलिया की शोध टीम ने अध्ययन के दौरान लगभग आठ साल तक ब्रिटेन के 25,000 से अधिक वयस्कों पर नजर रखी। अध्ययन के वरिष्ठ लेखक सिडनी विश्वविद्यालय के इमैनुअल स्टैमाटाकिस ने कहा, सीढ़ियां चढ़ने से लेकर तेजी से फर्श साफ करने तक, हाल के वर्षों में हम यह समझे हैं कि यह केवल संरचनात्मक व्यायाम नहीं है जो हमारे स्वास्थ्य के लिए अच्छा है, बल्कि हम इस बारे में बहुत कम जानते हैं कि छोटी-छोटी अवधि की आकस्मिक गतिविधि हमें कैसे स्वास्थ्य लाभ पहुंचाती है। अध्ययन में शामिल वयस्कों की उम्र 42-78 वर्ष थी, जिनमें से सभी ने स्वयं बताया कि उन्होंने व्यायाम या खेल में कोई भागीदारी नहीं की है। शोधकर्ताओं ने पाया कि पूरे दिन की करीब सभी शारीरिक गतिविधि (97 फीसदी) कई स्लॉट (टुकड़े) के रूप में संचित थी जिनमें से हर स्लॉट 10 मिनट से छोटा था। (321, 176, 567, 289)
person-detail-line: बधाई- पीपुल्स समाचार परिवार की ओर से बधाई। (26, 1032, 138, 1040)
newyork-byline: एजेंसी न्यूयॉर्क editor@peoplessamachar.co.in (688, 942, 800, 982)
person-detail-line: राजनीतिक दल- भाजपा (26, 329, 80, 337)
person-detail-line: वर्तमान पदस्थापना- सचिव, सामान्य प्रशासन विभाग (26, 419, 126, 436)
heart-sidebar-1: अध्ययन में शामिल लोगों की 8 साल तक की निगरानी रिसर्चर्स ने ब्रिटिश बायोबैंक और मशीन लर्निंग से डेटा का उपयोग किया और प्रतिभागियों की 7 दिवसीय आकस्मिक शारीरिक गतिविधि के पैटर्न का विश्लेषण किया जिसमें 10 सेकंड तक की गतिविधि भी शामिल की गई। इन गतिविधि के सूक्ष्म पैटर्न की प्रतिभागियों के स्वास्थ्य रिकॉर्ड से तुलना की। प्रतिभागियों पर 8 साल तक नजर रखी गई ताकि यह समझा सके कि छोटी-छोटी शारीरिक गतिविधियों की अवधि और तीव्रता का स्वास्थ्य पर क्या असर पड़ता है। (575, 176, 685, 309)
helicopter-left-col (195, 506, 313, 867)
helicopter-headline: भारतीय सेना में शामिल होंगे 156 प्रचंड हेलीकॉप्टर (195, 359, 523, 500)
person-detail-line: बधाई- पीपुल्स समाचार परिवार की ओर से बधाई। (26, 522, 138, 530)
person-photo (134, 552, 168, 594)
person-detail-line: विशेष- टेनिस खिलाड़ी/ मॉर्निंग वॉक। (26, 707, 108, 715)
quote-block: कावेरी जल छोड़े जाने के आदेश को लेकर कावेरी जल प्रबंधन बोर्ड के समक्ष एक पुनर्विचार याचिका दायर की गई है। स्थिति की समीक्षा करने के बाद इसी तरह की याचिका उच्चतम न्यायालय के समक्ष दायर की जाएगी। -सिद्धरमैया, मुख्यमंत्री, कर्नाटक (322, 8, 477, 51)
helicopter-sidebars (319, 621, 555, 810)
newyork-story: बारिश के कहर के बाद न्यूयॉर्क में आपातकालीन स्थिति घोषित शहर के सबवे, सड़कों व राजमार्गों पर भरा पानी एजेंसी न्यूयॉर्क editor@peoplessamachar.co.in अमेरिका के न्यूयॉर्क शहर में भारी बारिश के कहर के बाद वहां गवर्नर कैथी होचुल ने आपातकालीन स्थिति की घोषणा कर दी गई है। इससे शहर के सबवे, सड़कों और राजमार्गों पर पानी भर गया है, जबकि हवाई अड्डे पर उड़ानों में देरी हुई। लेकिन शाम तक आसमान साफ होने की उम्मीद है। न्यूयॉर्क शहर के मेयर एरिक एडम्स ने कहा, यह एक खतरनाक, जानलेवा तूफान है। मैं लोगों से घर के अंदर रहने का आग्रह करता हूं। होचुल ने बाढ़ प्रभावित क्षेत्रों में आपातकालीन घोषणा की। (688, 874, 921, 1118)
person-detail-line: शिक्षा- एमएससी, बॉटनी (26, 929, 81, 937)
heart-email[interactable]: editor@peoplessamachar.co.in (207, 190, 301, 198)
person-detail-line: शिक्षा- बीई, एमबीए, एमटेक (26, 779, 90, 787)
person-detail-line: जन्मस्थान- झांसी, उत्तरप्रदेश (26, 771, 91, 779)
heart-story (195, 94, 800, 334)
person-detail-line: अतिरिक्त पुलिस महानिदेशक- कम्युनिटी पुलिसिंग/टेक्नीकल सर्विसेज, पीएचक्यू, भोपाल। (26, 672, 161, 689)
monsoon-email[interactable]: editor@peoplessamachar.co.in (575, 700, 668, 708)
person-detail-line: बधाई- पीपुल्स समाचार परिवार की ओर से बधाई। (26, 865, 138, 873)
judiciary-items (195, 1152, 680, 1390)
helicopter-shape-icon (359, 551, 509, 581)
mohabbat-story: 'मोहब्बत की दुकान' खोलेगी बाल कांग्रेस नई दिल्ली। कांग्रेस की बाल इकाई जवाहर बाल मंच आगामी 14 नवंबर से मोहब्बत की दुकान कार्यक्रम आरंभ करेगी जिसके तहत वह स्कूल पर जीवन बिताने वाले बच्चों (स्ट्रीट चिल्ड्रन) को भोजन उपलब्ध कराएगी। जवाहर बाल मंच के अध्यक्ष जीवी हरि ने कहा कि इस पहल के तहत सप्ताह में एक बार स्ट्रीट चिल्ड्रन को फूड पैकेट बांटे जाएंगे। हम राजनीतिक मकसद से कोई काम नहीं कर रहे हैं। हमारा मकसद यही है कि बच्चों का कल्याण हो और वे अच्छे नागरिक बनें। (565, 874, 678, 1001)
person-detail-line: विशेष- अपराध मुक्त भारत अभियान के प्रणेता। (26, 856, 133, 864)
cmyk-registration-marks-right (845, 1432, 922, 1451)
person-detail-line: अभिरुचि- पुराने- गाने सुनना (26, 1024, 90, 1032)
birthday-title: जन्मदिन की बधाई (34, 103, 86, 139)
